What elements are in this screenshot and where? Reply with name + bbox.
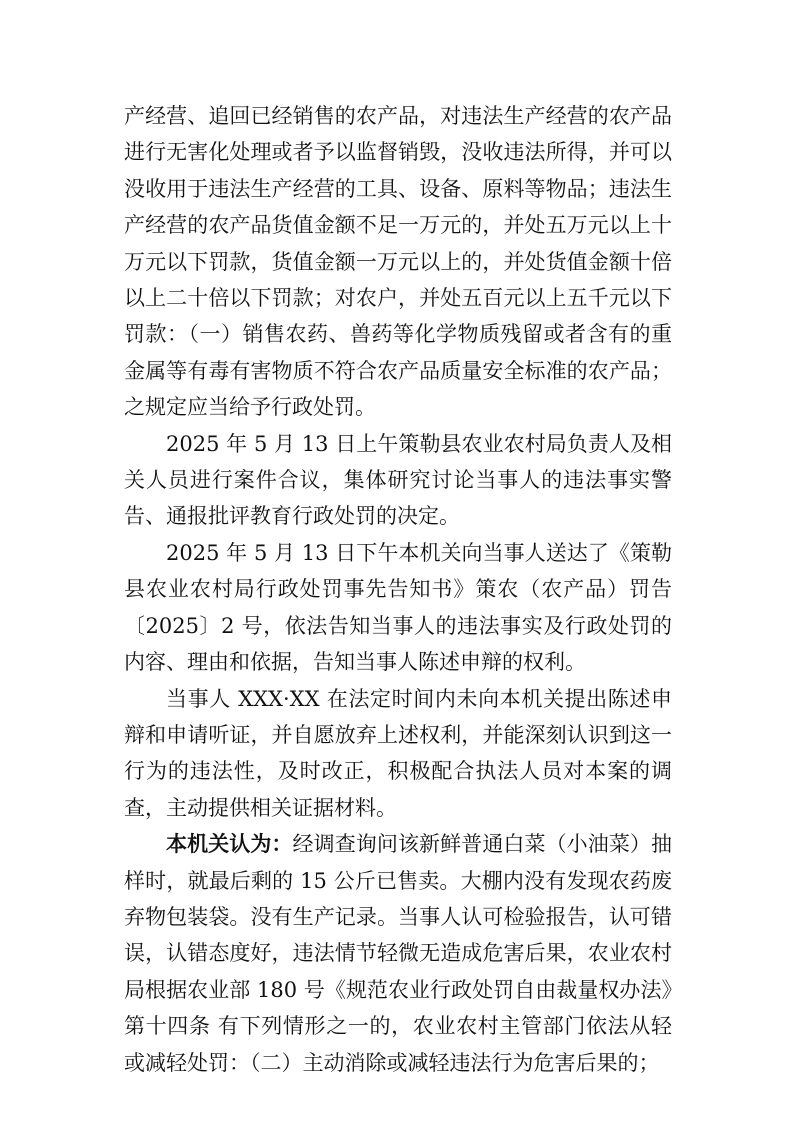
- paragraph-agency-opinion: [124, 826, 672, 1081]
- paragraph-case-deliberation: 2025 年 5 月 13 日上午策勒县农业农村局负责人及相关人员进行案件合议，集体研究讨论当事人的违法事实警告、通报批评教育行政处罚的决定。: [124, 431, 672, 529]
- paragraph-notice-delivery: 2025 年 5 月 13 日下午本机关向当事人送达了《策勒县农业农村局行政处罚事先告知书》策农（农产品）罚告〔2025〕2 号，依法告知当事人的违法事实及行政处罚的内容、理由和依据，告知当事人陈述申辩的权利。: [124, 540, 672, 675]
- agency-opinion-lead: 本机关认为：: [166, 831, 293, 857]
- paragraph-party-statement: 当事人 XXX·XX 在法定时间内未向本机关提出陈述申辩和申请听证，并自愿放弃上述权利，并能深刻认识到这一行为的违法性，及时改正，积极配合执法人员对本案的调查，主动提供相关证据材料。: [124, 686, 672, 820]
- agency-opinion-text: 经调查询问该新鲜普通白菜（小油菜）抽样时，就最后剩的 15 公斤已售卖。大棚内没有发现农药废弃物包装袋。没有生产记录。当事人认可检验报告，认可错误，认错态度好，违法情节轻微无造成危害后果，农业农村局根据农业部 180 号《规范农业行政处罚自由裁量权办法》第十四条 有下列情形之一的，农业农村主管部门依法从轻或减轻处罚：（二）主动消除或减轻违法行为危害后果的；: [124, 832, 673, 1075]
- document-body: [124, 98, 672, 1081]
- paragraph-penalty-clause: 产经营、追回已经销售的农产品，对违法生产经营的农产品进行无害化处理或者予以监督销毁，没收违法所得，并可以没收用于违法生产经营的工具、设备、原料等物品；违法生产经营的农产品货值金额不足一万元的，并处五万元以上十万元以下罚款，货值金额一万元以上的，并处货值金额十倍以上二十倍以下罚款；对农户，并处五百元以上五千元以下罚款：（一）销售农药、兽药等化学物质残留或者含有的重金属等有毒有害物质不符合农产品质量安全标准的农产品；之规定应当给予行政处罚。: [124, 104, 672, 420]
